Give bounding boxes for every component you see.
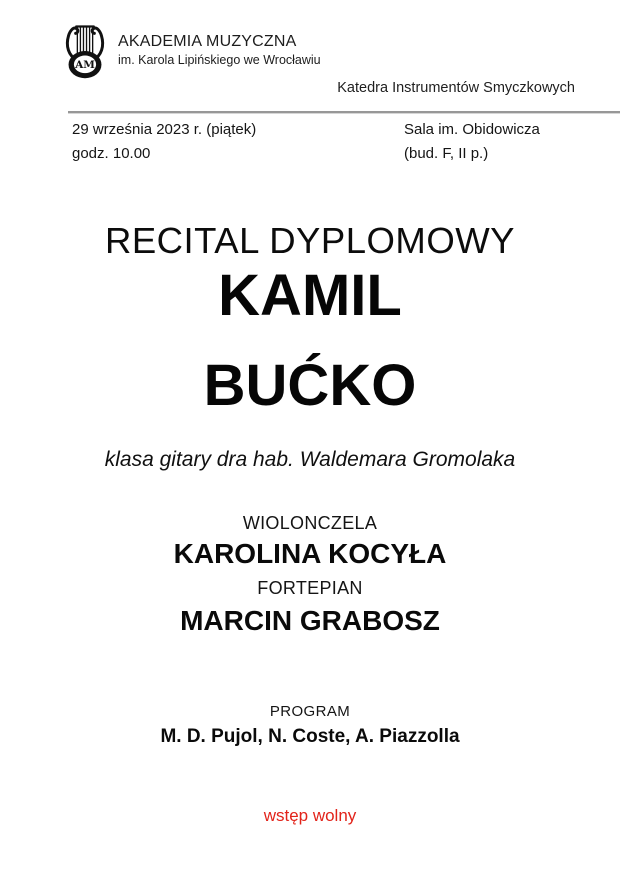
svg-text:AM: AM [75, 59, 95, 72]
event-info-left [72, 118, 256, 166]
divider-line [68, 111, 620, 114]
accompanist-name: KAROLINA KOCYŁA [173, 538, 447, 569]
academy-logo-text [118, 33, 321, 67]
accompanist-name: MARCIN GRABOSZ [180, 605, 440, 636]
venue-detail: (bud. F, II p.) [404, 145, 489, 162]
lyre-icon [63, 21, 107, 79]
program-heading: PROGRAM [269, 703, 351, 720]
academy-name: AKADEMIA MUZYCZNA [118, 33, 297, 50]
class-info: klasa gitary dra hab. Waldemara Gromolaka [104, 448, 516, 471]
performer-last-name: BUĆKO [203, 353, 417, 418]
recital-title: RECITAL DYPLOMOWY [104, 220, 516, 261]
event-time: godz. 10.00 [72, 145, 151, 162]
department-name: Katedra Instrumentów Smyczkowych [337, 80, 575, 96]
accompanist-instrument: FORTEPIAN [257, 578, 363, 598]
event-date: 29 września 2023 r. (piątek) [72, 121, 257, 138]
event-info-right [404, 118, 540, 166]
admission-note: wstęp wolny [263, 806, 357, 825]
venue-name: Sala im. Obidowicza [404, 121, 540, 138]
program-composers: M. D. Pujol, N. Coste, A. Piazzolla [160, 726, 460, 747]
performer-first-name: KAMIL [218, 263, 402, 328]
academy-subtitle: im. Karola Lipińskiego we Wrocławiu [118, 53, 321, 67]
academy-logo [63, 21, 321, 79]
accompanist-instrument: WIOLONCZELA [242, 513, 378, 533]
